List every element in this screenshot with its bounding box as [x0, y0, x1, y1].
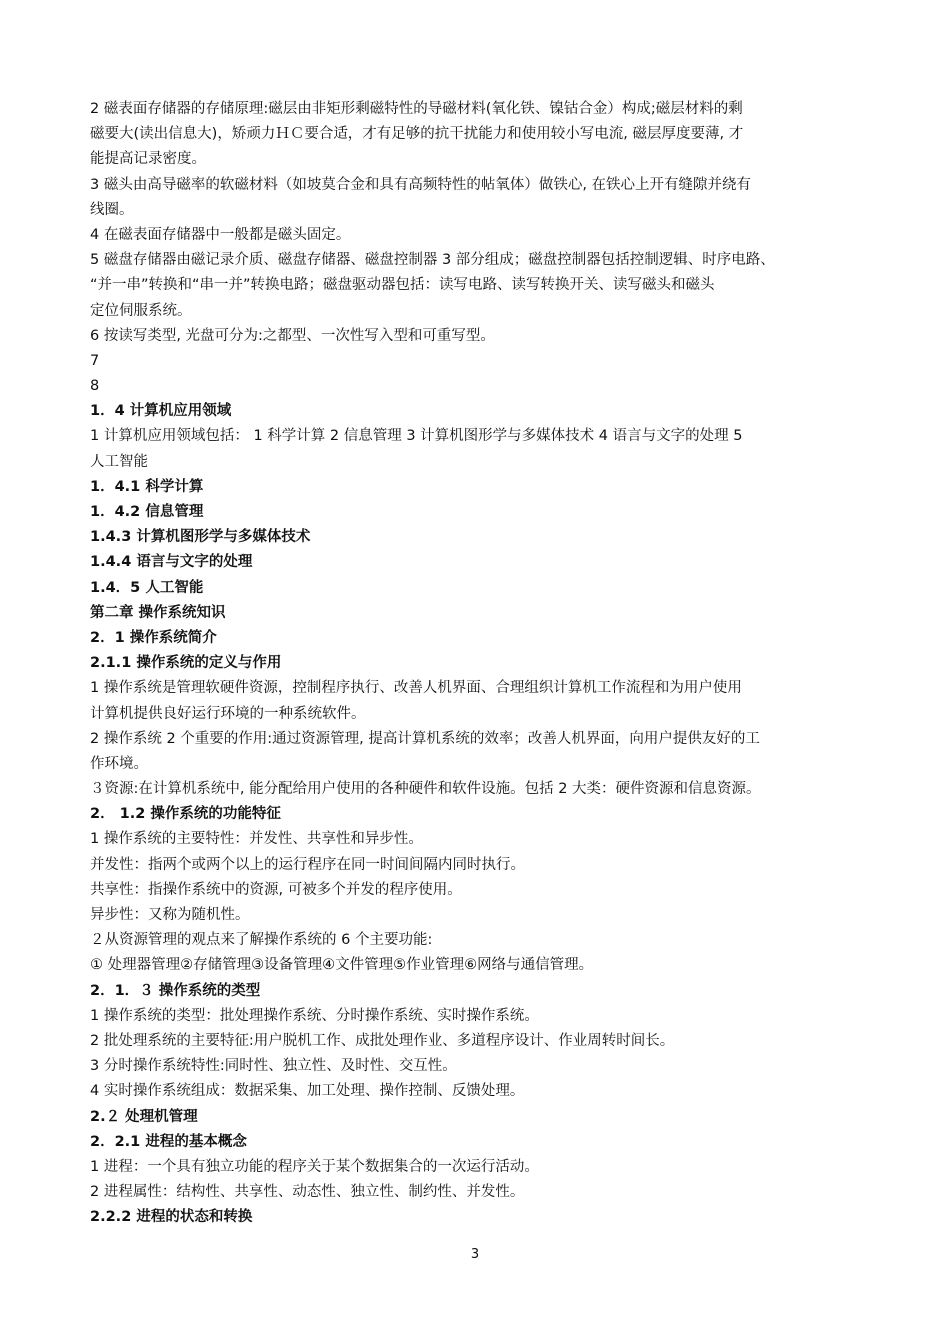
text-line: 2 操作系统 2 个重要的作用:通过资源管理, 提高计算机系统的效率；改善人机界面，向用户提供友好的工 [90, 730, 760, 747]
text-line: 计算机提供良好运行环境的一种系统软件。 [90, 705, 366, 722]
text-line: “并一串”转换和“串一并”转换电路；磁盘驱动器包括：读写电路、读写转换开关、读写磁头和磁头 [90, 277, 715, 294]
text-line: 1 操作系统的主要特性：并发性、共享性和异步性。 [90, 831, 423, 848]
text-line: 1 操作系统是管理软硬件资源，控制程序执行、改善人机界面、合理组织计算机工作流程和为用户使用 [90, 680, 742, 697]
text-line: 作环境。 [90, 755, 148, 772]
section-heading: 第二章 操作系统知识 [90, 604, 226, 621]
text-line: 4 在磁表面存储器中一般都是磁头固定。 [90, 226, 351, 243]
text-line: ２从资源管理的观点来了解操作系统的 6 个主要功能: [90, 932, 433, 949]
section-heading: 2．1 操作系统简介 [90, 629, 217, 646]
text-line: 5 磁盘存储器由磁记录介质、磁盘存储器、磁盘控制器 3 部分组成；磁盘控制器包括控制逻辑、时序电路、 [90, 252, 775, 269]
section-heading: 2．2.1 进程的基本概念 [90, 1133, 247, 1150]
section-heading: 1．4.1 科学计算 [90, 478, 204, 495]
section-heading: 1．4.2 信息管理 [90, 504, 204, 520]
text-line: 2 批处理系统的主要特征:用户脱机工作、成批处理作业、多道程序设计、作业周转时间长。 [90, 1032, 675, 1049]
section-heading: 2.1.1 操作系统的定义与作用 [90, 655, 282, 672]
text-line: 异步性：又称为随机性。 [90, 907, 250, 923]
text-line: 人工智能 [90, 453, 148, 470]
page-number: 3 [470, 1247, 480, 1262]
text-line: 4 实时操作系统组成：数据采集、加工处理、操作控制、反馈处理。 [90, 1083, 525, 1100]
section-heading: 1.4.3 计算机图形学与多媒体技术 [90, 529, 311, 546]
text-line: 1 计算机应用领域包括： 1 科学计算 2 信息管理 3 计算机图形学与多媒体技术 4 语言与文字的处理 5 [90, 428, 743, 445]
text-line: ３资源:在计算机系统中, 能分配给用户使用的各种硬件和软件设施。包括 2 大类：硬件资源和信息资源。 [90, 781, 761, 798]
text-line: 共享性：指操作系统中的资源, 可被多个并发的程序使用。 [90, 881, 462, 898]
text-line: 6 按读写类型, 光盘可分为:之都型、一次性写入型和可重写型。 [90, 327, 495, 344]
text-line: 能提高记录密度。 [90, 151, 206, 168]
text-line: 8 [90, 378, 100, 395]
text-line: 线圈。 [90, 201, 134, 218]
section-heading: 2.2.2 进程的状态和转换 [90, 1209, 253, 1226]
text-line: 并发性：指两个或两个以上的运行程序在同一时间间隔内同时执行。 [90, 856, 525, 873]
section-heading: 1．4 计算机应用领域 [90, 403, 232, 420]
text-line: 1 进程：一个具有独立功能的程序关于某个数据集合的一次运行活动。 [90, 1158, 539, 1175]
text-line: ① 处理器管理②存储管理③设备管理④文件管理⑤作业管理⑥网络与通信管理。 [90, 957, 594, 974]
text-line: 磁要大(读出信息大)，矫顽力ＨＣ要合适，才有足够的抗干扰能力和使用较小写电流, 磁层厚度要薄, 才 [90, 126, 744, 143]
section-heading: 2.２ 处理机管理 [90, 1108, 198, 1125]
text-line: 3 分时操作系统特性:同时性、独立性、及时性、交互性。 [90, 1058, 457, 1075]
document-body [90, 97, 872, 1230]
text-line: 1 操作系统的类型：批处理操作系统、分时操作系统、实时操作系统。 [90, 1007, 539, 1024]
text-line: 定位伺服系统。 [90, 302, 192, 319]
section-heading: 1.4．5 人工智能 [90, 579, 204, 596]
text-line: 7 [90, 352, 100, 369]
text-line: 3 磁头由高导磁率的软磁材料（如坡莫合金和具有高频特性的帖氧体）做铁心, 在铁心上开有缝隙并绕有 [90, 176, 752, 193]
text-line: 2 磁表面存储器的存储原理:磁层由非矩形剩磁特性的导磁材料(氧化铁、镍钴合金）构成;磁层材料的剩 [90, 101, 743, 117]
section-heading: 2． 1.2 操作系统的功能特征 [90, 806, 281, 823]
section-heading: 1.4.4 语言与文字的处理 [90, 554, 253, 571]
text-line: 2 进程属性：结构性、共享性、动态性、独立性、制约性、并发性。 [90, 1184, 525, 1201]
section-heading: 2．1．３ 操作系统的类型 [90, 982, 261, 999]
